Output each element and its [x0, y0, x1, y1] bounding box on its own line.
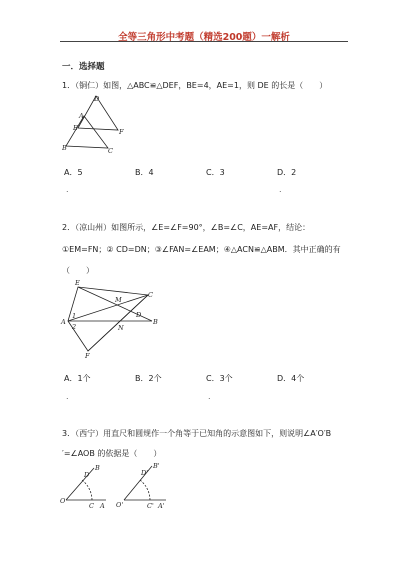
q3-label-c: C	[89, 502, 94, 510]
q2-option-d: D．4个	[277, 374, 305, 383]
q1-option-b: B．4	[135, 168, 154, 177]
q1-label-b: B	[62, 144, 67, 152]
q2-option-c: C．3个	[206, 374, 233, 383]
q2-option-b: B．2个	[135, 374, 162, 383]
q2-dot: .	[66, 392, 69, 401]
q1-label-d: D	[94, 95, 100, 103]
q1-dot: .	[66, 185, 69, 194]
q2-figure	[60, 277, 164, 359]
q1-figure	[62, 92, 132, 154]
q2-text-line1: 2．（凉山州）如图所示，∠E=∠F=90°，∠B=∠C，AE=AF，结论：	[62, 223, 311, 232]
q3-label-o-prime: O'	[116, 501, 124, 509]
q1-dot: .	[279, 185, 282, 194]
page-title: 全等三角形中考题（精选200题）一解析	[118, 32, 290, 43]
q3-label-d-prime: D'	[141, 469, 148, 477]
q3-text-line2: ′=∠AOB 的依据是（ ）	[62, 449, 162, 458]
q2-label-d: D	[136, 311, 142, 319]
q1-label-c: C	[108, 147, 113, 154]
q3-label-b: B	[95, 464, 100, 472]
q2-label-1: 1	[72, 312, 77, 320]
q2-dot: .	[208, 392, 211, 401]
q3-label-d: D	[84, 471, 90, 479]
q2-text-line3: （ ）	[62, 266, 94, 275]
q1-option-d: D．2	[277, 168, 297, 177]
q2-label-b: B	[153, 318, 158, 326]
q3-label-a: A	[100, 502, 105, 510]
q2-label-2: 2	[72, 323, 77, 331]
q2-text-line2: ①EM=FN；② CD=DN；③∠FAN=∠EAM；④△ACN≌△ABM．其中正确的有	[62, 245, 341, 254]
q2-option-a: A．1个	[64, 374, 91, 383]
q3-label-o: O	[60, 497, 66, 505]
q2-label-a: A	[61, 318, 66, 326]
q1-option-a: A．5	[64, 168, 83, 177]
q2-label-e: E	[75, 279, 80, 287]
q3-label-a-prime: A'	[158, 502, 165, 510]
q1-label-f: F	[119, 128, 124, 136]
q3-label-b-prime: B'	[153, 462, 160, 470]
q2-label-f: F	[85, 352, 90, 359]
q2-label-c: C	[148, 291, 153, 299]
q3-figure	[60, 460, 180, 510]
q2-label-n: N	[118, 324, 124, 332]
q1-option-c: C．3	[206, 168, 225, 177]
q2-label-m: M	[115, 296, 122, 304]
q1-label-a: A	[79, 112, 84, 120]
q1-label-e: E	[73, 124, 78, 132]
q3-text-line1: 3．（西宁）用直尺和圆规作一个角等于已知角的示意图如下，则说明∠A′O′B	[62, 429, 332, 438]
section-title: 一．选择题	[62, 62, 105, 72]
q1-text: 1．（铜仁）如图，△ABC≌△DEF，BE=4，AE=1，则 DE 的长是（ ）	[62, 81, 328, 90]
header-rule	[60, 41, 348, 42]
q3-label-c-prime: C'	[147, 502, 154, 510]
